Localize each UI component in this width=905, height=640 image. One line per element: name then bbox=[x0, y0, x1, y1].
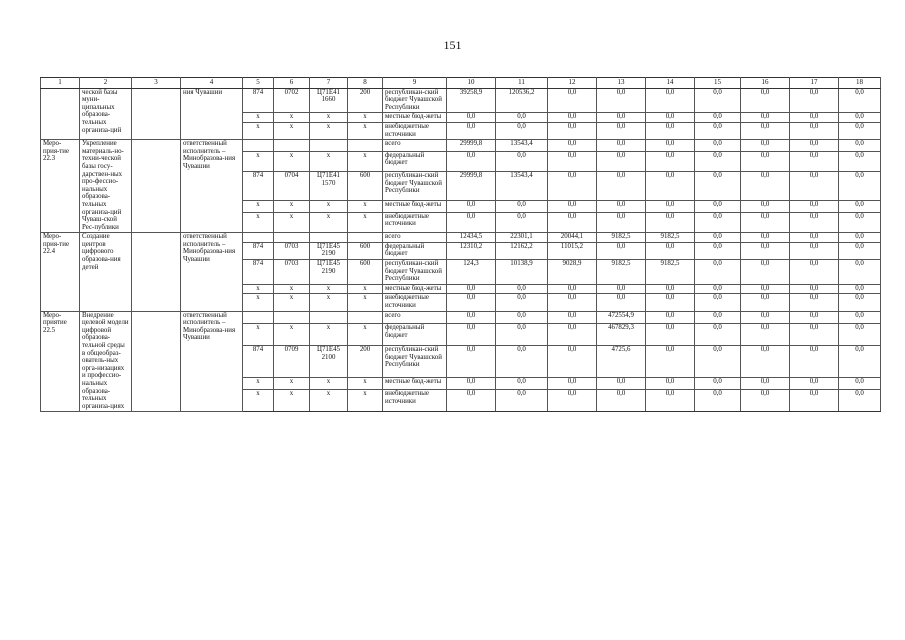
amount-value: 0,0 bbox=[548, 122, 597, 139]
amount-value: 0,0 bbox=[597, 171, 646, 200]
responsible-executor: ответственный исполнитель – Минобразова-ния Чувашии bbox=[181, 311, 243, 412]
grbs-code: x bbox=[243, 201, 274, 212]
amount-value: 0,0 bbox=[741, 113, 790, 123]
amount-value: 0,0 bbox=[548, 113, 597, 123]
measure-number: Меро-приятие 22.5 bbox=[41, 311, 80, 412]
expense-type-code: 200 bbox=[348, 88, 383, 113]
section-code: 0704 bbox=[274, 171, 310, 200]
amount-value: 0,0 bbox=[447, 284, 496, 294]
column-header: 11 bbox=[496, 78, 548, 89]
amount-value: 0,0 bbox=[496, 377, 548, 389]
column-header: 9 bbox=[383, 78, 447, 89]
amount-value: 0,0 bbox=[839, 171, 881, 200]
amount-value: 12310,2 bbox=[447, 242, 496, 259]
amount-value: 0,0 bbox=[496, 201, 548, 212]
amount-value: 0,0 bbox=[741, 390, 790, 412]
page-number: 151 bbox=[443, 38, 462, 52]
amount-value: 0,0 bbox=[839, 377, 881, 389]
column-header: 18 bbox=[839, 78, 881, 89]
amount-value: 0,0 bbox=[695, 233, 741, 243]
funding-source: внебюджетные источники bbox=[383, 122, 447, 139]
expense-type-code: x bbox=[348, 294, 383, 311]
column-header: 16 bbox=[741, 78, 790, 89]
target-article-code: x bbox=[310, 294, 348, 311]
amount-value: 0,0 bbox=[790, 260, 839, 285]
amount-value: 0,0 bbox=[597, 294, 646, 311]
amount-value: 0,0 bbox=[447, 346, 496, 378]
amount-value: 0,0 bbox=[839, 242, 881, 259]
section-code: x bbox=[274, 377, 310, 389]
amount-value: 0,0 bbox=[839, 233, 881, 243]
expense-type-code: x bbox=[348, 212, 383, 232]
grbs-code bbox=[243, 311, 274, 323]
funding-source: внебюджетные источники bbox=[383, 390, 447, 412]
amount-value: 0,0 bbox=[695, 122, 741, 139]
section-code: 0703 bbox=[274, 260, 310, 285]
amount-value: 13543,4 bbox=[496, 140, 548, 151]
amount-value: 0,0 bbox=[695, 346, 741, 378]
expense-type-code: 200 bbox=[348, 346, 383, 378]
column-header: 3 bbox=[132, 78, 181, 89]
amount-value: 0,0 bbox=[839, 140, 881, 151]
section-code: x bbox=[274, 122, 310, 139]
amount-value: 0,0 bbox=[548, 88, 597, 113]
amount-value: 0,0 bbox=[447, 212, 496, 232]
amount-value: 0,0 bbox=[496, 294, 548, 311]
amount-value: 0,0 bbox=[597, 390, 646, 412]
grbs-code: x bbox=[243, 113, 274, 123]
amount-value: 0,0 bbox=[496, 122, 548, 139]
funding-source: всего bbox=[383, 140, 447, 151]
amount-value: 9182,5 bbox=[597, 233, 646, 243]
amount-value: 0,0 bbox=[447, 122, 496, 139]
participant-cell bbox=[132, 140, 181, 233]
amount-value: 0,0 bbox=[496, 212, 548, 232]
amount-value: 0,0 bbox=[790, 242, 839, 259]
target-article-code: x bbox=[310, 113, 348, 123]
amount-value: 0,0 bbox=[695, 260, 741, 285]
target-article-code: Ц71Е41 1660 bbox=[310, 88, 348, 113]
amount-value: 0,0 bbox=[695, 212, 741, 232]
amount-value: 0,0 bbox=[695, 171, 741, 200]
grbs-code: 874 bbox=[243, 242, 274, 259]
amount-value: 0,0 bbox=[447, 151, 496, 171]
amount-value: 0,0 bbox=[695, 140, 741, 151]
amount-value: 0,0 bbox=[741, 311, 790, 323]
amount-value: 0,0 bbox=[695, 323, 741, 345]
participant-cell bbox=[132, 233, 181, 311]
amount-value: 0,0 bbox=[496, 151, 548, 171]
amount-value: 120536,2 bbox=[496, 88, 548, 113]
amount-value: 0,0 bbox=[548, 151, 597, 171]
funding-source: федеральный бюджет bbox=[383, 323, 447, 345]
section-code: x bbox=[274, 212, 310, 232]
column-header-row bbox=[41, 78, 881, 89]
amount-value: 0,0 bbox=[597, 377, 646, 389]
amount-value: 0,0 bbox=[741, 346, 790, 378]
amount-value: 0,0 bbox=[741, 171, 790, 200]
amount-value: 0,0 bbox=[548, 294, 597, 311]
section-code: 0709 bbox=[274, 346, 310, 378]
amount-value: 0,0 bbox=[496, 113, 548, 123]
amount-value: 0,0 bbox=[839, 346, 881, 378]
amount-value: 0,0 bbox=[839, 311, 881, 323]
amount-value: 0,0 bbox=[646, 377, 695, 389]
target-article-code: x bbox=[310, 151, 348, 171]
amount-value: 9182,5 bbox=[597, 260, 646, 285]
amount-value: 0,0 bbox=[597, 88, 646, 113]
amount-value: 0,0 bbox=[741, 140, 790, 151]
grbs-code: x bbox=[243, 390, 274, 412]
amount-value: 0,0 bbox=[646, 151, 695, 171]
funding-source: местные бюд-жеты bbox=[383, 284, 447, 294]
amount-value: 0,0 bbox=[496, 284, 548, 294]
section-code: x bbox=[274, 323, 310, 345]
amount-value: 0,0 bbox=[597, 212, 646, 232]
section-code: x bbox=[274, 113, 310, 123]
target-article-code: Ц71Е45 2190 bbox=[310, 242, 348, 259]
expense-type-code: x bbox=[348, 122, 383, 139]
target-article-code: x bbox=[310, 212, 348, 232]
section-code bbox=[274, 140, 310, 151]
target-article-code: Ц71Е45 2190 bbox=[310, 260, 348, 285]
amount-value: 0,0 bbox=[646, 346, 695, 378]
expense-type-code bbox=[348, 140, 383, 151]
table-row bbox=[41, 140, 881, 151]
expense-type-code: x bbox=[348, 377, 383, 389]
amount-value: 0,0 bbox=[447, 201, 496, 212]
section-code bbox=[274, 311, 310, 323]
grbs-code: 874 bbox=[243, 346, 274, 378]
amount-value: 0,0 bbox=[646, 122, 695, 139]
amount-value: 0,0 bbox=[646, 311, 695, 323]
grbs-code: x bbox=[243, 122, 274, 139]
section-code: x bbox=[274, 151, 310, 171]
amount-value: 0,0 bbox=[646, 284, 695, 294]
measure-number bbox=[41, 88, 80, 140]
amount-value: 0,0 bbox=[839, 113, 881, 123]
amount-value: 0,0 bbox=[695, 284, 741, 294]
column-header: 4 bbox=[181, 78, 243, 89]
expense-type-code: x bbox=[348, 113, 383, 123]
amount-value: 0,0 bbox=[741, 233, 790, 243]
amount-value: 0,0 bbox=[839, 260, 881, 285]
table-row bbox=[41, 311, 881, 323]
amount-value: 0,0 bbox=[597, 242, 646, 259]
amount-value: 0,0 bbox=[741, 201, 790, 212]
amount-value: 0,0 bbox=[790, 201, 839, 212]
target-article-code bbox=[310, 311, 348, 323]
amount-value: 124,3 bbox=[447, 260, 496, 285]
column-header: 1 bbox=[41, 78, 80, 89]
funding-source: республикан-ский бюджет Чувашской Республики bbox=[383, 260, 447, 285]
amount-value: 0,0 bbox=[447, 377, 496, 389]
amount-value: 0,0 bbox=[548, 212, 597, 232]
amount-value: 0,0 bbox=[790, 122, 839, 139]
amount-value: 0,0 bbox=[496, 346, 548, 378]
funding-source: внебюджетные источники bbox=[383, 212, 447, 232]
grbs-code: x bbox=[243, 323, 274, 345]
funding-source: федеральный бюджет bbox=[383, 151, 447, 171]
expense-type-code: x bbox=[348, 284, 383, 294]
table-row bbox=[41, 233, 881, 243]
amount-value: 0,0 bbox=[741, 88, 790, 113]
column-header: 13 bbox=[597, 78, 646, 89]
amount-value: 12434,5 bbox=[447, 233, 496, 243]
budget-table bbox=[40, 77, 881, 412]
amount-value: 0,0 bbox=[741, 323, 790, 345]
grbs-code: x bbox=[243, 212, 274, 232]
amount-value: 0,0 bbox=[447, 294, 496, 311]
amount-value: 0,0 bbox=[597, 113, 646, 123]
amount-value: 0,0 bbox=[790, 294, 839, 311]
amount-value: 0,0 bbox=[496, 390, 548, 412]
column-header: 7 bbox=[310, 78, 348, 89]
participant-cell bbox=[132, 311, 181, 412]
funding-source: всего bbox=[383, 233, 447, 243]
amount-value: 467829,3 bbox=[597, 323, 646, 345]
amount-value: 0,0 bbox=[839, 122, 881, 139]
amount-value: 0,0 bbox=[695, 377, 741, 389]
column-header: 8 bbox=[348, 78, 383, 89]
amount-value: 0,0 bbox=[548, 323, 597, 345]
column-header: 10 bbox=[447, 78, 496, 89]
column-header: 14 bbox=[646, 78, 695, 89]
amount-value: 0,0 bbox=[447, 323, 496, 345]
amount-value: 0,0 bbox=[548, 140, 597, 151]
amount-value: 0,0 bbox=[646, 140, 695, 151]
amount-value: 0,0 bbox=[548, 311, 597, 323]
column-header: 2 bbox=[80, 78, 132, 89]
target-article-code: x bbox=[310, 201, 348, 212]
amount-value: 0,0 bbox=[597, 122, 646, 139]
target-article-code: x bbox=[310, 390, 348, 412]
amount-value: 0,0 bbox=[646, 201, 695, 212]
amount-value: 13543,4 bbox=[496, 171, 548, 200]
funding-source: местные бюд-жеты bbox=[383, 113, 447, 123]
amount-value: 29999,8 bbox=[447, 140, 496, 151]
expense-type-code: 600 bbox=[348, 171, 383, 200]
section-code bbox=[274, 233, 310, 243]
amount-value: 0,0 bbox=[790, 212, 839, 232]
grbs-code bbox=[243, 233, 274, 243]
amount-value: 0,0 bbox=[646, 294, 695, 311]
funding-source: всего bbox=[383, 311, 447, 323]
amount-value: 0,0 bbox=[646, 171, 695, 200]
amount-value: 0,0 bbox=[790, 377, 839, 389]
amount-value: 12162,2 bbox=[496, 242, 548, 259]
funding-source: республикан-ский бюджет Чувашской Республики bbox=[383, 171, 447, 200]
section-code: 0703 bbox=[274, 242, 310, 259]
amount-value: 0,0 bbox=[790, 284, 839, 294]
table-body bbox=[41, 78, 881, 412]
funding-source: республикан-ский бюджет Чувашской Республики bbox=[383, 346, 447, 378]
amount-value: 0,0 bbox=[790, 346, 839, 378]
amount-value: 4725,6 bbox=[597, 346, 646, 378]
amount-value: 0,0 bbox=[790, 233, 839, 243]
amount-value: 0,0 bbox=[839, 390, 881, 412]
amount-value: 20044,1 bbox=[548, 233, 597, 243]
amount-value: 0,0 bbox=[447, 113, 496, 123]
amount-value: 0,0 bbox=[548, 390, 597, 412]
amount-value: 10138,9 bbox=[496, 260, 548, 285]
amount-value: 0,0 bbox=[741, 242, 790, 259]
amount-value: 0,0 bbox=[548, 346, 597, 378]
amount-value: 0,0 bbox=[597, 284, 646, 294]
amount-value: 0,0 bbox=[646, 88, 695, 113]
measure-name: ческой базы муни-ципальных образова-тельных организа-ций bbox=[80, 88, 132, 140]
target-article-code: Ц71Е41 1570 bbox=[310, 171, 348, 200]
target-article-code: x bbox=[310, 122, 348, 139]
amount-value: 29999,8 bbox=[447, 171, 496, 200]
amount-value: 0,0 bbox=[839, 151, 881, 171]
grbs-code: x bbox=[243, 151, 274, 171]
column-header: 6 bbox=[274, 78, 310, 89]
amount-value: 0,0 bbox=[741, 294, 790, 311]
amount-value: 0,0 bbox=[646, 242, 695, 259]
amount-value: 0,0 bbox=[695, 88, 741, 113]
amount-value: 39258,9 bbox=[447, 88, 496, 113]
amount-value: 0,0 bbox=[839, 201, 881, 212]
amount-value: 0,0 bbox=[741, 212, 790, 232]
amount-value: 0,0 bbox=[790, 140, 839, 151]
grbs-code: x bbox=[243, 294, 274, 311]
amount-value: 0,0 bbox=[548, 377, 597, 389]
expense-type-code: 600 bbox=[348, 242, 383, 259]
amount-value: 0,0 bbox=[597, 151, 646, 171]
responsible-executor: ответственный исполнитель – Минобразова-ния Чувашии bbox=[181, 233, 243, 311]
amount-value: 0,0 bbox=[695, 311, 741, 323]
amount-value: 0,0 bbox=[741, 122, 790, 139]
responsible-executor: ния Чувашии bbox=[181, 88, 243, 140]
expense-type-code: x bbox=[348, 323, 383, 345]
participant-cell bbox=[132, 88, 181, 140]
amount-value: 0,0 bbox=[695, 390, 741, 412]
amount-value: 0,0 bbox=[597, 140, 646, 151]
expense-type-code: x bbox=[348, 201, 383, 212]
amount-value: 0,0 bbox=[741, 151, 790, 171]
column-header: 5 bbox=[243, 78, 274, 89]
funding-source: федеральный бюджет bbox=[383, 242, 447, 259]
grbs-code: x bbox=[243, 377, 274, 389]
amount-value: 0,0 bbox=[695, 242, 741, 259]
amount-value: 0,0 bbox=[741, 377, 790, 389]
amount-value: 472554,9 bbox=[597, 311, 646, 323]
section-code: x bbox=[274, 201, 310, 212]
amount-value: 0,0 bbox=[839, 212, 881, 232]
measure-name: Укрепление материаль-но-техни-ческой базы госу-дарствен-ных про-фессио-нальных образова-тельных организа-ций Чуваш-ской Рес-публики bbox=[80, 140, 132, 233]
amount-value: 0,0 bbox=[839, 294, 881, 311]
grbs-code: x bbox=[243, 284, 274, 294]
measure-number: Меро-прия-тие 22.4 bbox=[41, 233, 80, 311]
table-row bbox=[41, 88, 881, 113]
amount-value: 0,0 bbox=[790, 113, 839, 123]
measure-name: Внедрение целевой модели цифровой образова-тельной среды в общеобраз-ователь-ных орга-низациях и профессио-нальных образова-тельных организа-циях bbox=[80, 311, 132, 412]
amount-value: 0,0 bbox=[496, 323, 548, 345]
amount-value: 0,0 bbox=[496, 311, 548, 323]
amount-value: 0,0 bbox=[839, 323, 881, 345]
grbs-code bbox=[243, 140, 274, 151]
amount-value: 9028,9 bbox=[548, 260, 597, 285]
amount-value: 0,0 bbox=[790, 171, 839, 200]
section-code: x bbox=[274, 284, 310, 294]
target-article-code bbox=[310, 140, 348, 151]
measure-name: Создание центров цифрового образова-ния детей bbox=[80, 233, 132, 311]
funding-source: местные бюд-жеты bbox=[383, 377, 447, 389]
target-article-code: x bbox=[310, 377, 348, 389]
amount-value: 0,0 bbox=[646, 212, 695, 232]
amount-value: 11015,2 bbox=[548, 242, 597, 259]
amount-value: 0,0 bbox=[695, 151, 741, 171]
amount-value: 0,0 bbox=[695, 201, 741, 212]
amount-value: 9182,5 bbox=[646, 233, 695, 243]
amount-value: 0,0 bbox=[646, 113, 695, 123]
grbs-code: 874 bbox=[243, 171, 274, 200]
amount-value: 0,0 bbox=[790, 151, 839, 171]
amount-value: 0,0 bbox=[790, 88, 839, 113]
funding-source: местные бюд-жеты bbox=[383, 201, 447, 212]
amount-value: 0,0 bbox=[790, 390, 839, 412]
expense-type-code: x bbox=[348, 151, 383, 171]
target-article-code: Ц71Е45 2100 bbox=[310, 346, 348, 378]
grbs-code: 874 bbox=[243, 88, 274, 113]
amount-value: 0,0 bbox=[790, 323, 839, 345]
target-article-code bbox=[310, 233, 348, 243]
amount-value: 0,0 bbox=[447, 390, 496, 412]
expense-type-code: 600 bbox=[348, 260, 383, 285]
amount-value: 0,0 bbox=[447, 311, 496, 323]
target-article-code: x bbox=[310, 284, 348, 294]
amount-value: 0,0 bbox=[839, 88, 881, 113]
responsible-executor: ответственный исполнитель – Минобразова-ния Чувашии bbox=[181, 140, 243, 233]
amount-value: 0,0 bbox=[741, 284, 790, 294]
amount-value: 0,0 bbox=[646, 323, 695, 345]
section-code: x bbox=[274, 390, 310, 412]
amount-value: 0,0 bbox=[741, 260, 790, 285]
funding-source: республикан-ский бюджет Чувашской Республики bbox=[383, 88, 447, 113]
measure-number: Меро-прия-тие 22.3 bbox=[41, 140, 80, 233]
column-header: 12 bbox=[548, 78, 597, 89]
amount-value: 0,0 bbox=[695, 113, 741, 123]
section-code: x bbox=[274, 294, 310, 311]
amount-value: 0,0 bbox=[597, 201, 646, 212]
funding-source: внебюджетные источники bbox=[383, 294, 447, 311]
amount-value: 22301,1 bbox=[496, 233, 548, 243]
amount-value: 0,0 bbox=[548, 201, 597, 212]
amount-value: 9182,5 bbox=[646, 260, 695, 285]
expense-type-code: x bbox=[348, 390, 383, 412]
amount-value: 0,0 bbox=[646, 390, 695, 412]
column-header: 15 bbox=[695, 78, 741, 89]
amount-value: 0,0 bbox=[548, 284, 597, 294]
grbs-code: 874 bbox=[243, 260, 274, 285]
target-article-code: x bbox=[310, 323, 348, 345]
section-code: 0702 bbox=[274, 88, 310, 113]
column-header: 17 bbox=[790, 78, 839, 89]
amount-value: 0,0 bbox=[695, 294, 741, 311]
amount-value: 0,0 bbox=[548, 171, 597, 200]
expense-type-code bbox=[348, 233, 383, 243]
amount-value: 0,0 bbox=[790, 311, 839, 323]
expense-type-code bbox=[348, 311, 383, 323]
amount-value: 0,0 bbox=[839, 284, 881, 294]
